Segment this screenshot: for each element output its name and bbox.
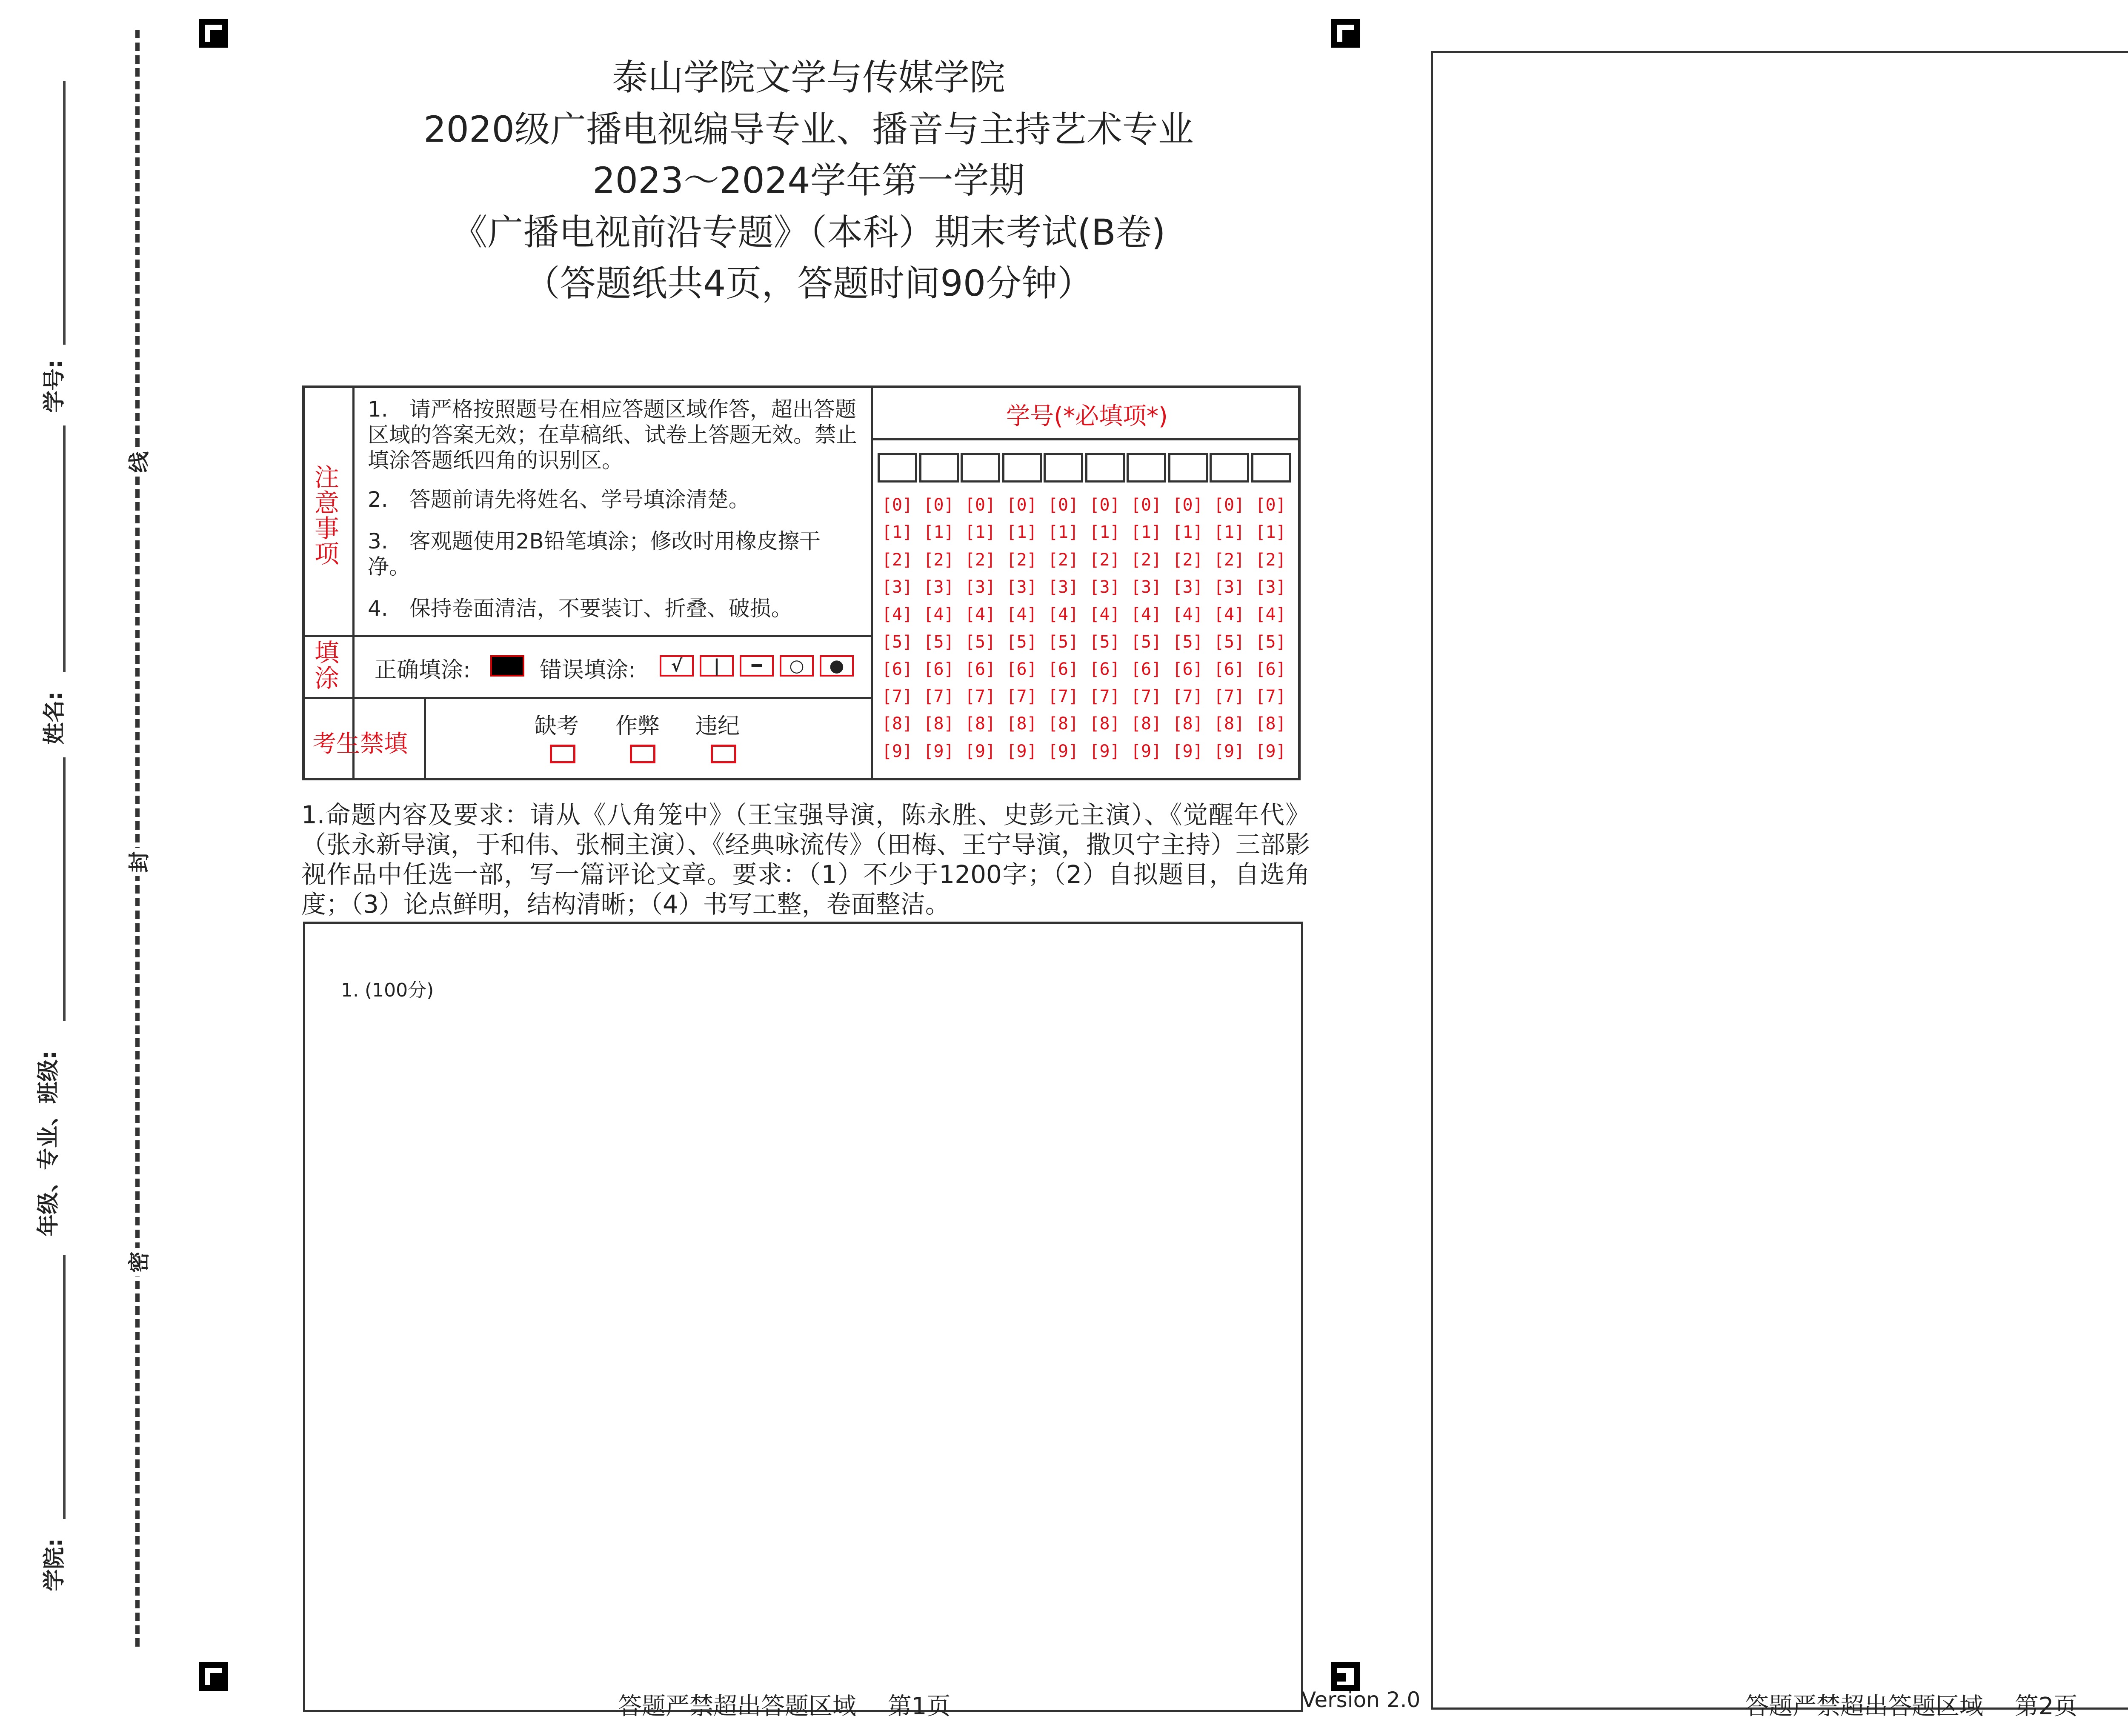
- question-1-text: 1.命题内容及要求：请从《八角笼中》（王宝强导演，陈永胜、史彭元主演）、《觉醒年代》（张永新导演，于和伟、张桐主演）、《经典咏流传》（田梅、王宁导演，撒贝宁主持）三部影视作品中任选一部，写一篇评论文章。要求：（1）不少于1200字；（2）自拟题目，自选角度；（3）论点鲜明，结构清晰；（4）书写工整，卷面整洁。: [301, 800, 1310, 919]
- student-id-digit-bubble[interactable]: [6]: [1047, 659, 1079, 679]
- notice-title: 注意事项: [314, 463, 339, 568]
- student-id-digit-bubble[interactable]: [1]: [881, 523, 913, 542]
- student-id-digit-bubble[interactable]: [3]: [964, 577, 996, 597]
- version-label: Version 2.0: [1301, 1687, 1421, 1712]
- wrong-fill-bar: |: [700, 655, 734, 677]
- student-id-input-cell[interactable]: [1044, 453, 1083, 483]
- student-id-digit-bubble[interactable]: [1]: [1089, 523, 1120, 542]
- student-id-digit-bubble[interactable]: [2]: [1130, 550, 1162, 570]
- student-id-digit-bubble[interactable]: [9]: [1089, 741, 1120, 761]
- student-id-digit-bubble[interactable]: [6]: [1172, 659, 1203, 679]
- student-id-digit-bubble[interactable]: [2]: [1172, 550, 1203, 570]
- student-id-digit-bubble[interactable]: [5]: [1089, 632, 1120, 652]
- page-1-footer: 答题严禁超出答题区域 第1页: [618, 1693, 951, 1720]
- wrong-fill-circle: ○: [780, 655, 814, 677]
- student-id-digit-bubble[interactable]: [3]: [1130, 577, 1162, 597]
- student-id-digit-bubble[interactable]: [2]: [881, 550, 913, 570]
- student-id-input-cell[interactable]: [1210, 453, 1249, 483]
- forbidden-absent-label: 缺考: [535, 714, 579, 739]
- name-label: 姓名:: [41, 691, 67, 745]
- forbidden-violation-label: 违纪: [695, 714, 740, 739]
- student-id-digit-bubble[interactable]: [1]: [1172, 523, 1203, 542]
- answer-label: 1. (100分): [341, 979, 434, 1001]
- page-2-footer: 答题严禁超出答题区域 第2页: [1745, 1693, 2078, 1720]
- student-id-input-cell[interactable]: [961, 453, 1000, 483]
- student-id-digit-bubble[interactable]: [4]: [923, 605, 954, 625]
- student-id-digit-bubble[interactable]: [4]: [964, 605, 996, 625]
- college-label: 学院:: [41, 1538, 67, 1591]
- student-id-digit-bubble[interactable]: [5]: [881, 632, 913, 652]
- student-id-digit-bubble[interactable]: [3]: [1213, 577, 1245, 597]
- student-id-digit-bubble[interactable]: [6]: [881, 659, 913, 679]
- correct-fill-label: 正确填涂:: [375, 657, 471, 683]
- student-id-input-cell[interactable]: [1085, 453, 1125, 483]
- header-exam-info: （答题纸共4页，答题时间90分钟）: [524, 263, 1093, 304]
- student-id-digit-bubble[interactable]: [8]: [1172, 714, 1203, 734]
- student-id-digit-bubble[interactable]: [6]: [1130, 659, 1162, 679]
- student-id-digit-bubble[interactable]: [5]: [1172, 632, 1203, 652]
- binding-word-xian: 线: [122, 448, 153, 476]
- student-id-digit-bubble[interactable]: [3]: [1047, 577, 1079, 597]
- student-id-digit-bubble[interactable]: [1]: [1213, 523, 1245, 542]
- student-id-digit-bubble[interactable]: [0]: [923, 495, 954, 515]
- student-id-digit-bubble[interactable]: [7]: [923, 687, 954, 707]
- forbidden-cheat-label: 作弊: [615, 714, 660, 739]
- grade-major-class-line: [63, 757, 66, 1021]
- registration-mark-top-center: [1331, 19, 1360, 48]
- absent-checkbox[interactable]: [550, 745, 575, 763]
- student-id-digit-bubble[interactable]: [0]: [1130, 495, 1162, 515]
- student-id-digit-bubble[interactable]: [0]: [1255, 495, 1286, 515]
- student-id-digit-bubble[interactable]: [4]: [1089, 605, 1120, 625]
- student-id-digit-bubble[interactable]: [0]: [881, 495, 913, 515]
- student-id-digit-bubble[interactable]: [5]: [1213, 632, 1245, 652]
- student-id-digit-bubble[interactable]: [9]: [881, 741, 913, 761]
- notice-item-1: 1. 请严格按照题号在相应答题区域作答，超出答题区域的答案无效；在草稿纸、试卷上答题无效。禁止填涂答题纸四角的识别区。: [368, 397, 857, 473]
- student-id-digit-bubble[interactable]: [6]: [964, 659, 996, 679]
- student-id-input-cell[interactable]: [1168, 453, 1208, 483]
- fill-title: 填涂: [314, 638, 339, 693]
- wrong-fill-label: 错误填涂:: [540, 657, 636, 683]
- student-id-digit-bubble[interactable]: [2]: [964, 550, 996, 570]
- student-id-digit-bubble[interactable]: [5]: [1006, 632, 1037, 652]
- student-id-digit-bubble[interactable]: [6]: [1006, 659, 1037, 679]
- student-id-digit-bubble[interactable]: [2]: [1006, 550, 1037, 570]
- cheat-checkbox[interactable]: [630, 745, 655, 763]
- student-id-digit-bubble[interactable]: [0]: [1006, 495, 1037, 515]
- student-id-digit-bubble[interactable]: [2]: [1089, 550, 1120, 570]
- student-id-line: [63, 81, 66, 345]
- student-id-digit-bubble[interactable]: [8]: [923, 714, 954, 734]
- student-id-digit-bubble[interactable]: [7]: [1006, 687, 1037, 707]
- violation-checkbox[interactable]: [711, 745, 736, 763]
- student-id-digit-bubble[interactable]: [6]: [1213, 659, 1245, 679]
- grade-major-class-label: 年级、专业、班级:: [35, 1051, 61, 1236]
- student-id-digit-bubble[interactable]: [5]: [964, 632, 996, 652]
- student-id-digit-bubble[interactable]: [8]: [1089, 714, 1120, 734]
- student-id-digit-bubble[interactable]: [4]: [1130, 605, 1162, 625]
- student-id-digit-bubble[interactable]: [9]: [1255, 741, 1286, 761]
- student-id-digit-bubble[interactable]: [7]: [1047, 687, 1079, 707]
- student-id-digit-bubble[interactable]: [6]: [1089, 659, 1120, 679]
- student-id-digit-bubble[interactable]: [1]: [964, 523, 996, 542]
- answer-area-page-2[interactable]: [1431, 51, 2128, 1710]
- student-id-digit-bubble[interactable]: [5]: [1130, 632, 1162, 652]
- registration-mark-top-left: [199, 19, 228, 48]
- answer-area-1[interactable]: [303, 922, 1303, 1712]
- student-id-digit-bubble[interactable]: [2]: [923, 550, 954, 570]
- student-id-digit-bubble[interactable]: [7]: [1213, 687, 1245, 707]
- header-term: 2023～2024学年第一学期: [592, 160, 1025, 201]
- student-id-digit-bubble[interactable]: [7]: [1255, 687, 1286, 707]
- student-id-digit-bubble[interactable]: [7]: [1172, 687, 1203, 707]
- student-id-input-cell[interactable]: [919, 453, 959, 483]
- student-id-digit-bubble[interactable]: [0]: [1047, 495, 1079, 515]
- binding-dashed-line: [135, 30, 140, 1647]
- student-id-digit-bubble[interactable]: [8]: [1047, 714, 1079, 734]
- student-id-digit-bubble[interactable]: [2]: [1047, 550, 1079, 570]
- notice-item-3: 3. 客观题使用2B铅笔填涂；修改时用橡皮擦干净。: [368, 529, 821, 579]
- correct-fill-sample: [490, 655, 524, 677]
- student-id-digit-bubble[interactable]: [7]: [1089, 687, 1120, 707]
- student-id-input-cell[interactable]: [1251, 453, 1291, 483]
- student-id-digit-bubble[interactable]: [4]: [1006, 605, 1037, 625]
- student-id-digit-bubble[interactable]: [8]: [1130, 714, 1162, 734]
- name-line: [63, 425, 66, 672]
- student-id-digit-bubble[interactable]: [2]: [1213, 550, 1245, 570]
- registration-mark-bottom-center: [1331, 1662, 1360, 1691]
- wrong-fill-check: √: [660, 655, 694, 677]
- student-id-digit-bubble[interactable]: [5]: [923, 632, 954, 652]
- binding-word-mi: 密: [122, 1248, 153, 1276]
- wrong-fill-dot: ●: [820, 655, 854, 677]
- student-id-digit-bubble[interactable]: [9]: [923, 741, 954, 761]
- notice-item-4: 4. 保持卷面清洁，不要装订、折叠、破损。: [368, 596, 792, 621]
- student-id-digit-bubble[interactable]: [6]: [1255, 659, 1286, 679]
- student-id-digit-bubble[interactable]: [0]: [1172, 495, 1203, 515]
- student-id-digit-bubble[interactable]: [1]: [1006, 523, 1037, 542]
- student-id-digit-bubble[interactable]: [3]: [1006, 577, 1037, 597]
- student-id-digit-bubble[interactable]: [3]: [1172, 577, 1203, 597]
- binding-word-feng: 封: [122, 848, 153, 876]
- student-id-digit-bubble[interactable]: [9]: [1130, 741, 1162, 761]
- registration-mark-bottom-left: [199, 1662, 228, 1691]
- student-id-digit-bubble[interactable]: [2]: [1255, 550, 1286, 570]
- student-id-digit-bubble[interactable]: [3]: [923, 577, 954, 597]
- student-id-digit-bubble[interactable]: [7]: [881, 687, 913, 707]
- student-id-digit-bubble[interactable]: [7]: [1130, 687, 1162, 707]
- student-id-digit-bubble[interactable]: [4]: [881, 605, 913, 625]
- student-id-digit-bubble[interactable]: [4]: [1213, 605, 1245, 625]
- notice-item-2: 2. 答题前请先将姓名、学号填涂清楚。: [368, 487, 750, 512]
- student-id-digit-bubble[interactable]: [0]: [964, 495, 996, 515]
- student-id-digit-bubble[interactable]: [5]: [1255, 632, 1286, 652]
- student-id-digit-bubble[interactable]: [4]: [1172, 605, 1203, 625]
- student-id-digit-bubble[interactable]: [1]: [923, 523, 954, 542]
- college-line: [63, 1255, 66, 1519]
- wrong-fill-dash: ━: [740, 655, 774, 677]
- header-class-year: 2020级广播电视编导专业、播音与主持艺术专业: [423, 108, 1194, 150]
- student-id-digit-bubble[interactable]: [3]: [1089, 577, 1120, 597]
- student-id-digit-bubble[interactable]: [1]: [1255, 523, 1286, 542]
- student-id-digit-bubble[interactable]: [1]: [1047, 523, 1079, 542]
- student-id-input-cell[interactable]: [878, 453, 917, 483]
- student-id-digit-bubble[interactable]: [0]: [1213, 495, 1245, 515]
- student-id-digit-bubble[interactable]: [8]: [881, 714, 913, 734]
- student-id-digit-bubble[interactable]: [9]: [1172, 741, 1203, 761]
- student-id-digit-bubble[interactable]: [7]: [964, 687, 996, 707]
- forbidden-title: 考生禁填: [312, 730, 408, 758]
- student-id-label: 学号:: [41, 360, 67, 413]
- student-id-title: 学号(*必填项*): [1006, 403, 1168, 430]
- student-id-digit-bubble[interactable]: [3]: [1255, 577, 1286, 597]
- student-id-digit-bubble[interactable]: [1]: [1130, 523, 1162, 542]
- student-id-digit-bubble[interactable]: [9]: [1047, 741, 1079, 761]
- student-id-digit-bubble[interactable]: [6]: [923, 659, 954, 679]
- student-id-digit-bubble[interactable]: [4]: [1255, 605, 1286, 625]
- student-id-input-cell[interactable]: [1002, 453, 1042, 483]
- student-id-digit-bubble[interactable]: [9]: [1213, 741, 1245, 761]
- student-id-digit-bubble[interactable]: [8]: [1006, 714, 1037, 734]
- header-exam-title: 《广播电视前沿专题》（本科）期末考试(B卷): [452, 211, 1166, 253]
- student-id-digit-bubble[interactable]: [9]: [1006, 741, 1037, 761]
- student-id-digit-bubble[interactable]: [5]: [1047, 632, 1079, 652]
- student-id-digit-bubble[interactable]: [4]: [1047, 605, 1079, 625]
- student-id-digit-bubble[interactable]: [8]: [1255, 714, 1286, 734]
- student-id-digit-bubble[interactable]: [9]: [964, 741, 996, 761]
- student-id-digit-bubble[interactable]: [8]: [1213, 714, 1245, 734]
- header-school: 泰山学院文学与传媒学院: [612, 57, 1005, 98]
- student-id-digit-bubble[interactable]: [8]: [964, 714, 996, 734]
- student-id-digit-bubble[interactable]: [0]: [1089, 495, 1120, 515]
- student-id-digit-bubble[interactable]: [3]: [881, 577, 913, 597]
- student-id-input-cell[interactable]: [1127, 453, 1166, 483]
